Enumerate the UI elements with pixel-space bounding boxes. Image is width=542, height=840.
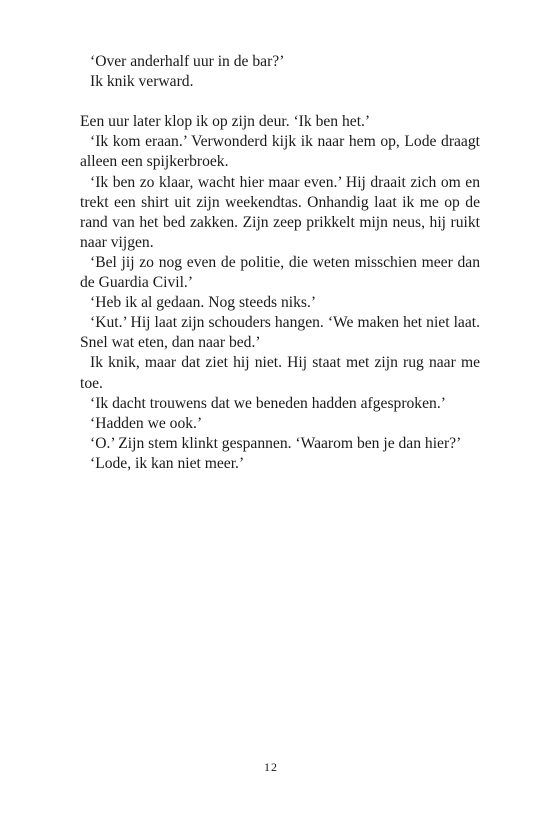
paragraph: ‘Hadden we ook.’ [90, 414, 203, 432]
paragraph: Ik knik verward. [90, 73, 194, 91]
body-text [80, 52, 480, 474]
paragraph: ‘Kut.’ Hij laat zijn schouders hangen. ‘We maken het niet laat. Snel wat eten, dan naar bed.’ [80, 314, 480, 352]
paragraph: ‘O.’ Zijn stem klinkt gespannen. ‘Waarom ben je dan hier?’ [90, 434, 462, 452]
page-number: 12 [264, 760, 278, 774]
paragraph: Ik knik, maar dat ziet hij niet. Hij staat met zijn rug naar me toe. [80, 354, 480, 392]
paragraph: ‘Bel jij zo nog even de politie, die weten misschien meer dan de Guardia Civil.’ [80, 253, 480, 292]
paragraph: Een uur later klop ik op zijn deur. ‘Ik ben het.’ [80, 113, 371, 131]
paragraph: ‘Heb ik al gedaan. Nog steeds niks.’ [90, 294, 317, 312]
paragraph: ‘Ik dacht trouwens dat we beneden hadden afgesproken.’ [90, 394, 446, 412]
paragraph: ‘Over anderhalf uur in de bar?’ [90, 53, 285, 70]
paragraph: ‘Lode, ik kan niet meer.’ [90, 454, 245, 472]
paragraph: ‘Ik kom eraan.’ Verwonderd kijk ik naar hem op, Lode draagt alleen een spijkerbroek. [80, 133, 480, 171]
paragraph: ‘Ik ben zo klaar, wacht hier maar even.’ Hij draait zich om en trekt een shirt uit zijn weekendtas. Onhandig laat ik me op de rand van het bed zakken. Zijn zeep prikkelt mijn neus, hij ruikt naar vijgen. [80, 173, 480, 251]
